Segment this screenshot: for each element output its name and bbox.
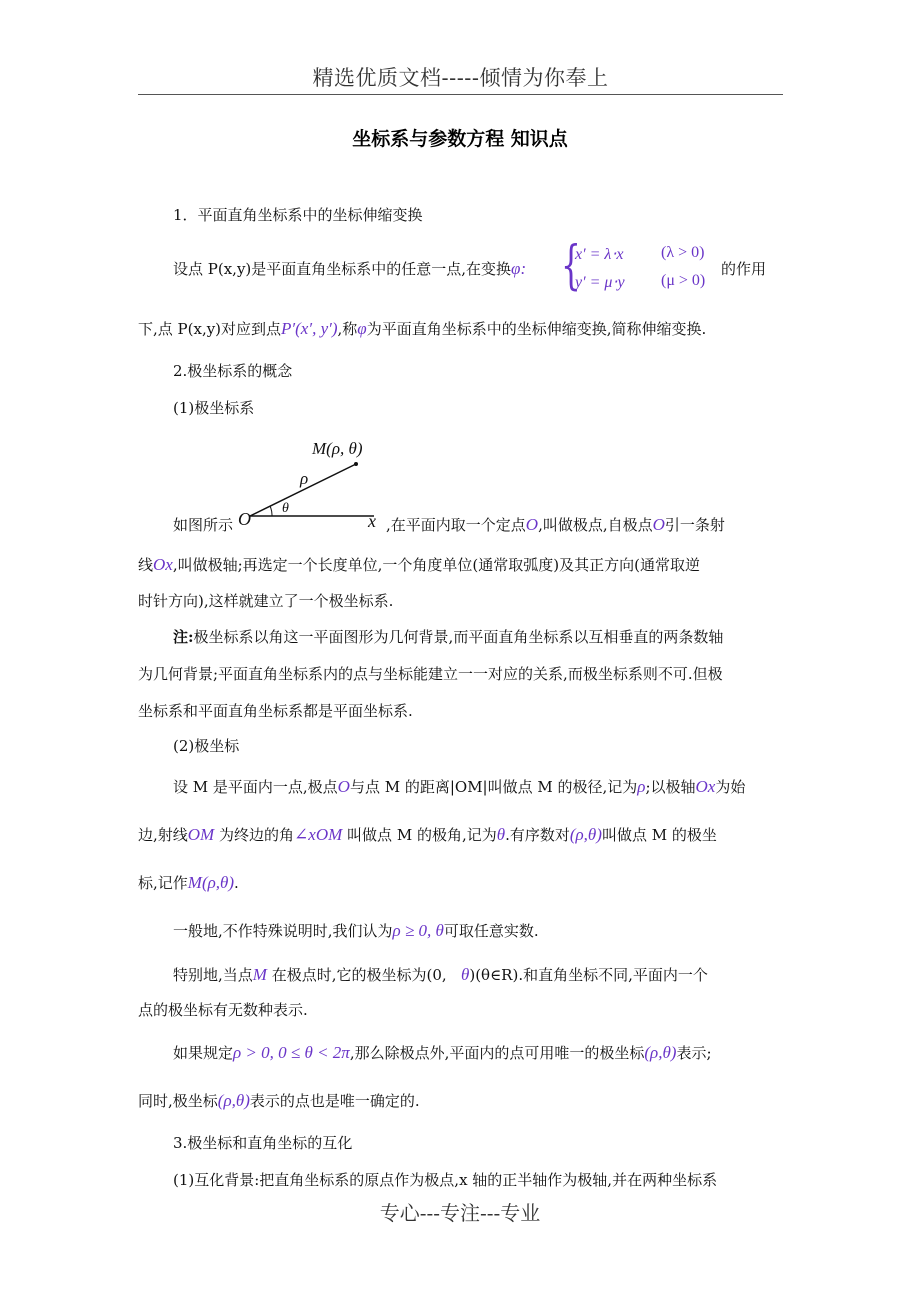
uniqueness-line-1 [173, 1043, 712, 1063]
s2-text: 表示的点也是唯一确定的. [249, 1092, 420, 1110]
section-3-heading: 3.极坐标和直角坐标的互化 [173, 1134, 353, 1152]
angle-xom: ∠xOM [294, 825, 343, 844]
condition-mu: (μ > 0) [661, 272, 706, 289]
s1-paragraph-line-2 [138, 319, 706, 339]
pole-o: O [525, 515, 539, 534]
s1-text: 设点 P(x,y)是平面直角坐标系中的任意一点,在变换 [173, 260, 512, 278]
axis-ox: Ox [153, 555, 173, 574]
theta-symbol: θ [496, 825, 506, 844]
page-header: 精选优质文档-----倾情为你奉上 [312, 66, 609, 90]
rho-condition: ρ ≥ 0, θ [392, 921, 444, 940]
pole-o: O [337, 777, 350, 796]
transform-system [543, 236, 723, 296]
axis-ox: Ox [695, 777, 716, 796]
s2-text: 设 M 是平面内一点,极点 [173, 778, 338, 796]
ordered-pair: (ρ,θ) [569, 825, 602, 844]
s2-text: ,叫做极轴;再选定一个长度单位,一个角度单位(通常取弧度)及其正方向(通常取逆 [172, 556, 700, 574]
label-rho: ρ [300, 469, 309, 488]
left-brace: { [561, 236, 581, 296]
s2-text: 标,记作 [138, 874, 188, 892]
uniqueness-line-2 [138, 1091, 420, 1111]
s2-text: 如果规定 [173, 1044, 234, 1062]
s2-text: 如图所示 [173, 516, 234, 534]
colon: : [520, 259, 527, 278]
document-title: 坐标系与参数方程 知识点 [352, 128, 568, 150]
s2-text: 特别地,当点 [173, 966, 253, 984]
range-condition: ρ > 0, 0 ≤ θ < 2π [233, 1043, 350, 1062]
equation-y: y′ = μ⋅y [575, 274, 625, 291]
s2-text: 叫做点 M 的极坐 [601, 826, 717, 844]
s2-text: 可取任意实数. [443, 922, 539, 940]
header-divider [138, 94, 783, 95]
s2-text: 引一条射 [664, 516, 725, 534]
ordered-pair: (ρ,θ) [217, 1091, 250, 1110]
section-1-heading: 1．平面直角坐标系中的坐标伸缩变换 [173, 206, 423, 224]
s2-text: 为始 [715, 778, 746, 796]
polar-def-line-3 [138, 873, 239, 893]
theta-symbol: θ [460, 965, 470, 984]
s1-text-end: 的作用 [721, 260, 767, 278]
note-line-1 [173, 627, 723, 647]
angle-arc [270, 506, 272, 516]
s1-text: 为平面直角坐标系中的坐标伸缩变换,简称伸缩变换. [366, 320, 707, 338]
special-case-line-2: 点的极坐标有无数种表示. [138, 1001, 308, 1019]
pole-o: O [652, 515, 665, 534]
s2-text: 同时,极坐标 [138, 1092, 218, 1110]
section-2-heading: 2.极坐标系的概念 [173, 362, 293, 380]
polar-def-line-1 [173, 777, 745, 797]
s1-paragraph-line-1 [173, 259, 526, 279]
note-line-3: 坐标系和平面直角坐标系都是平面坐标系. [138, 702, 413, 720]
note-label: 注: [173, 628, 194, 646]
s2-text: 一般地,不作特殊说明时,我们认为 [173, 922, 393, 940]
s2-paragraph-line-1 [386, 515, 725, 535]
phi-symbol: φ [511, 259, 521, 278]
m-rho-theta: M(ρ,θ) [187, 873, 235, 892]
subsection-polar-system: (1)极坐标系 [173, 399, 255, 417]
page-footer: 专心---专注---专业 [379, 1201, 541, 1225]
s2-text: 在极点时,它的极坐标为(0, [271, 966, 447, 984]
label-point-m: M(ρ, θ) [312, 439, 363, 458]
s2-text: .有序数对 [505, 826, 570, 844]
condition-lambda: (λ > 0) [661, 244, 705, 261]
s2-text: ;以极轴 [645, 778, 696, 796]
label-theta: θ [282, 501, 289, 516]
s2-text: 叫做点 M 的极角,记为 [347, 826, 497, 844]
s1-text: 下,点 P(x,y)对应到点 [138, 320, 282, 338]
s2-text: )(θ∈R).和直角坐标不同,平面内一个 [469, 966, 708, 984]
point-p-prime: P′(x′, y′) [281, 319, 338, 338]
general-rule-line [173, 921, 539, 941]
s2-text: 表示; [676, 1044, 712, 1062]
special-case-line-1 [173, 965, 708, 985]
ray-om-label: OM [187, 825, 215, 844]
s2-paragraph-line-3: 时针方向),这样就建立了一个极坐标系. [138, 592, 394, 610]
note-line-2: 为几何背景;平面直角坐标系内的点与坐标能建立一一对应的关系,而极坐标系则不可.但极 [138, 665, 723, 683]
label-origin: O [238, 509, 251, 529]
rho-symbol: ρ [637, 777, 646, 796]
ordered-pair: (ρ,θ) [644, 1043, 677, 1062]
s1-text: ,称 [337, 320, 358, 338]
equation-x: x′ = λ⋅x [575, 246, 624, 263]
polar-def-line-2 [138, 825, 717, 845]
subsection-polar-coords: (2)极坐标 [173, 737, 240, 755]
s2-text: 线 [138, 556, 154, 574]
phi-symbol: φ [357, 319, 367, 338]
s2-paragraph-line-2 [138, 555, 700, 575]
s2-text: 边,射线 [138, 826, 188, 844]
s2-text: ,叫做极点,自极点 [538, 516, 653, 534]
s2-text: 与点 M 的距离|OM|叫做点 M 的极径,记为 [349, 778, 638, 796]
s2-text: 为终边的角 [219, 826, 295, 844]
polar-diagram [236, 430, 386, 534]
s2-text: . [234, 874, 239, 892]
s2-text: ,在平面内取一个定点 [386, 516, 526, 534]
s2-text: ,那么除极点外,平面内的点可用唯一的极坐标 [349, 1044, 645, 1062]
note-text: 极坐标系以角这一平面图形为几何背景,而平面直角坐标系以互相垂直的两条数轴 [193, 628, 724, 646]
label-axis-x: x [368, 511, 376, 531]
point-m: M [252, 965, 267, 984]
point-m-dot [354, 462, 358, 466]
s3-paragraph-line-1: (1)互化背景:把直角坐标系的原点作为极点,x 轴的正半轴作为极轴,并在两种坐标系 [173, 1171, 718, 1189]
